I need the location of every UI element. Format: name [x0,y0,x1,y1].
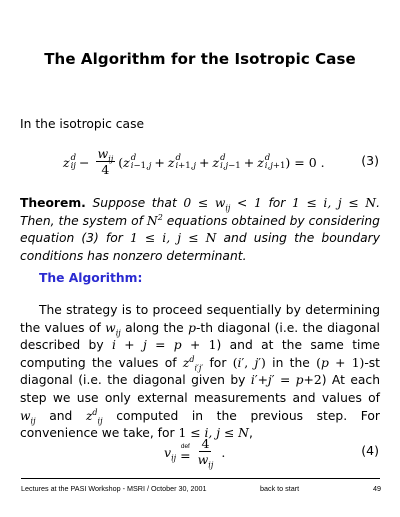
slide-title: The Algorithm for the Isotropic Case [44,50,356,68]
algorithm-paragraph: The strategy is to proceed sequentially by determining the values of $w_{ij}$ along the p-th diagonal (i.e. the diagonal described by i + j = p + 1) and at the same time computing the values of $z^d_{i'j'}$ for (i′, j′) in the (p + 1)-st diagonal (i.e. the diagonal given by i′+j′ = p+2) At each step we use only external measurements and values of $w_{ij}$ and $z^d_{ij}$ computed in the previous step. For convenience we take, for 1 ≤ i, j ≤ N, [20,303,380,441]
intro-text: In the isotropic case [20,117,145,131]
body-text-10: computed in the previous step. For convenience we take, for [20,408,380,441]
body-text-8: ) At each step we use only external measurements and values of [20,373,380,405]
algorithm-heading: The Algorithm: [39,271,143,285]
equation-3-body: z d ij − $\frac{w_{ij}}{4}$ ( z d i−1,j + z d i+1,j + z d i,j−1 + z d i,j+1 ) = 0 . [63,146,325,177]
body-text-4: ) and at the same time computing the values of [20,338,380,370]
equation-3 [0,142,400,182]
body-text-11: , [248,426,253,441]
page-number: 49 [373,484,381,493]
body-text-5: for [209,355,227,370]
equation-4 [0,432,400,472]
body-text-9: and [49,408,73,423]
theorem-text-3: . Then, the system of [20,196,380,228]
body-text-7: -st diagonal (i.e. the diagonal given by [20,355,380,388]
theorem-text-1: Suppose that [92,196,177,210]
equation-4-number: (4) [361,443,379,458]
body-text-1: The strategy is to proceed sequentially by determining the values of [20,303,380,335]
theorem-block: Theorem. Suppose that $0 \le w_{ij} < 1$ for 1 ≤ i, j ≤ N. Then, the system of $N^2$ equations obtained by considering equation (3) for 1 ≤ i, j ≤ N and using the boundary conditions has nonzero determinant. [20,196,380,263]
back-to-start-link[interactable]: back to start [260,484,300,493]
body-text-2: along the [125,320,184,335]
theorem-text-2: for [268,196,286,210]
body-text-6: in the [272,355,310,370]
theorem-label: Theorem. [20,196,86,210]
equation-3-trail: = 0 . [294,154,325,170]
footer-rule [21,478,380,479]
equation-4-body: $v_{ij}$ def = $\frac{4}{w_{ij}}$ . [164,436,226,470]
footer-credit: Lectures at the PASI Workshop - MSRI / October 30, 2001 [21,484,207,493]
def-label: def [180,443,190,450]
theorem-text-5: and using the boundary conditions has nonzero determinant. [20,231,380,263]
body-text-3: -th diagonal (i.e. the diagonal described by [20,320,380,353]
equation-3-number: (3) [361,153,379,168]
theorem-text-4: equations obtained by considering equation (3) for [20,213,380,246]
equation-4-trail: . [221,444,226,460]
